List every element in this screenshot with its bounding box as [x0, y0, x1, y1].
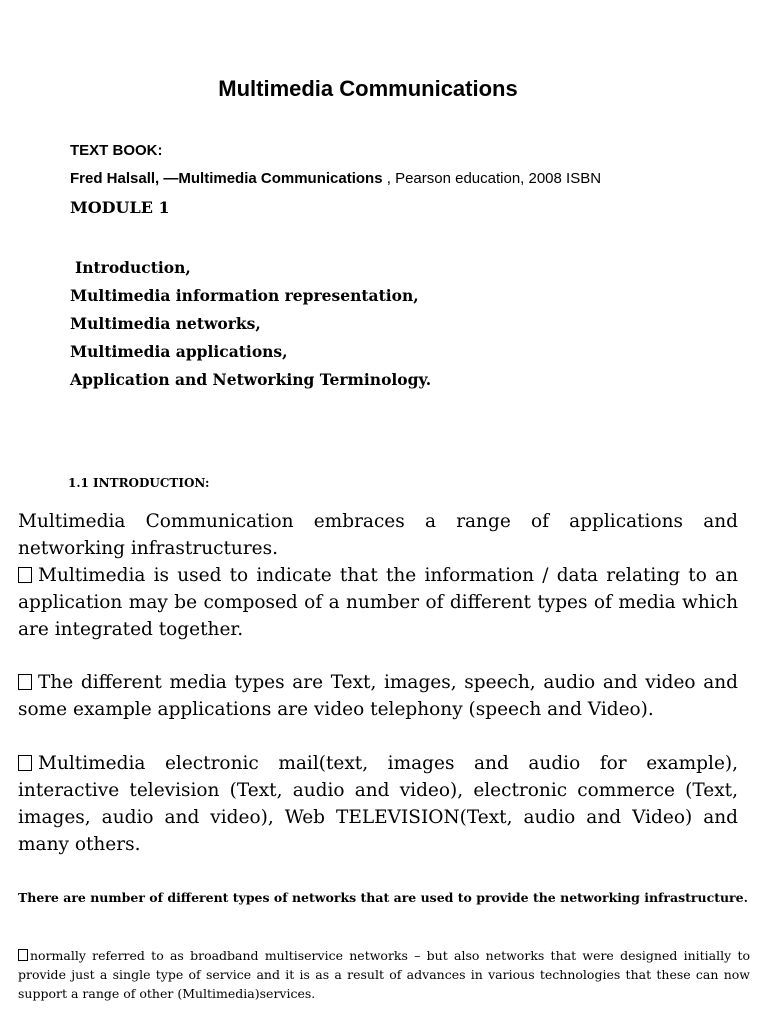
- paragraph: There are number of different types of networks that are used to provide the networking infrastructure.: [18, 890, 748, 905]
- bullet-icon: [18, 755, 32, 771]
- textbook-dash: —: [163, 170, 179, 187]
- bullet-icon: [18, 567, 32, 583]
- paragraph: [18, 946, 750, 1003]
- bullet-icon: [18, 949, 28, 961]
- paragraph-text: The different media types are Text, images, speech, audio and video and some example applications are video telephony (speech and Video).: [18, 672, 738, 720]
- paragraph-text: normally referred to as broadband multiservice networks – but also networks that were designed initially to provide just a single type of service and it is as a result of advances in various technologies that these can now support a range of other (Multimedia)services.: [18, 948, 750, 1001]
- paragraph-text: Multimedia is used to indicate that the information / data relating to an application may be composed of a number of different types of media which are integrated together.: [18, 565, 738, 640]
- module-heading: MODULE 1: [70, 198, 170, 217]
- paragraph-text: Multimedia electronic mail(text, images and audio for example), interactive television (Text, audio and video), electronic commerce (Text, images, audio and video), Web TELEVISION(Text, audio and Video) and many others.: [18, 753, 738, 855]
- topic-list: [70, 254, 431, 394]
- topic-item: Multimedia applications,: [70, 342, 288, 361]
- textbook-label: TEXT BOOK:: [70, 142, 163, 159]
- textbook-publisher: , Pearson education, 2008 ISBN: [382, 170, 602, 187]
- paragraph: [18, 562, 738, 643]
- paragraph: [18, 750, 738, 858]
- textbook-author: Fred Halsall,: [70, 170, 164, 187]
- page-title: Multimedia Communications: [218, 76, 518, 101]
- paragraph: Multimedia Communication embraces a range of applications and networking infrastructures.: [18, 511, 738, 559]
- bullet-icon: [18, 674, 32, 690]
- topic-item: Multimedia networks,: [70, 314, 261, 333]
- textbook-title: Multimedia Communications: [178, 170, 383, 187]
- section-heading: 1.1 INTRODUCTION:: [68, 476, 210, 490]
- topic-item: Multimedia information representation,: [70, 286, 419, 305]
- topic-item: Introduction,: [75, 258, 191, 277]
- topic-item: Application and Networking Terminology.: [70, 370, 432, 389]
- paragraph: [18, 669, 738, 723]
- textbook-reference: [70, 170, 601, 187]
